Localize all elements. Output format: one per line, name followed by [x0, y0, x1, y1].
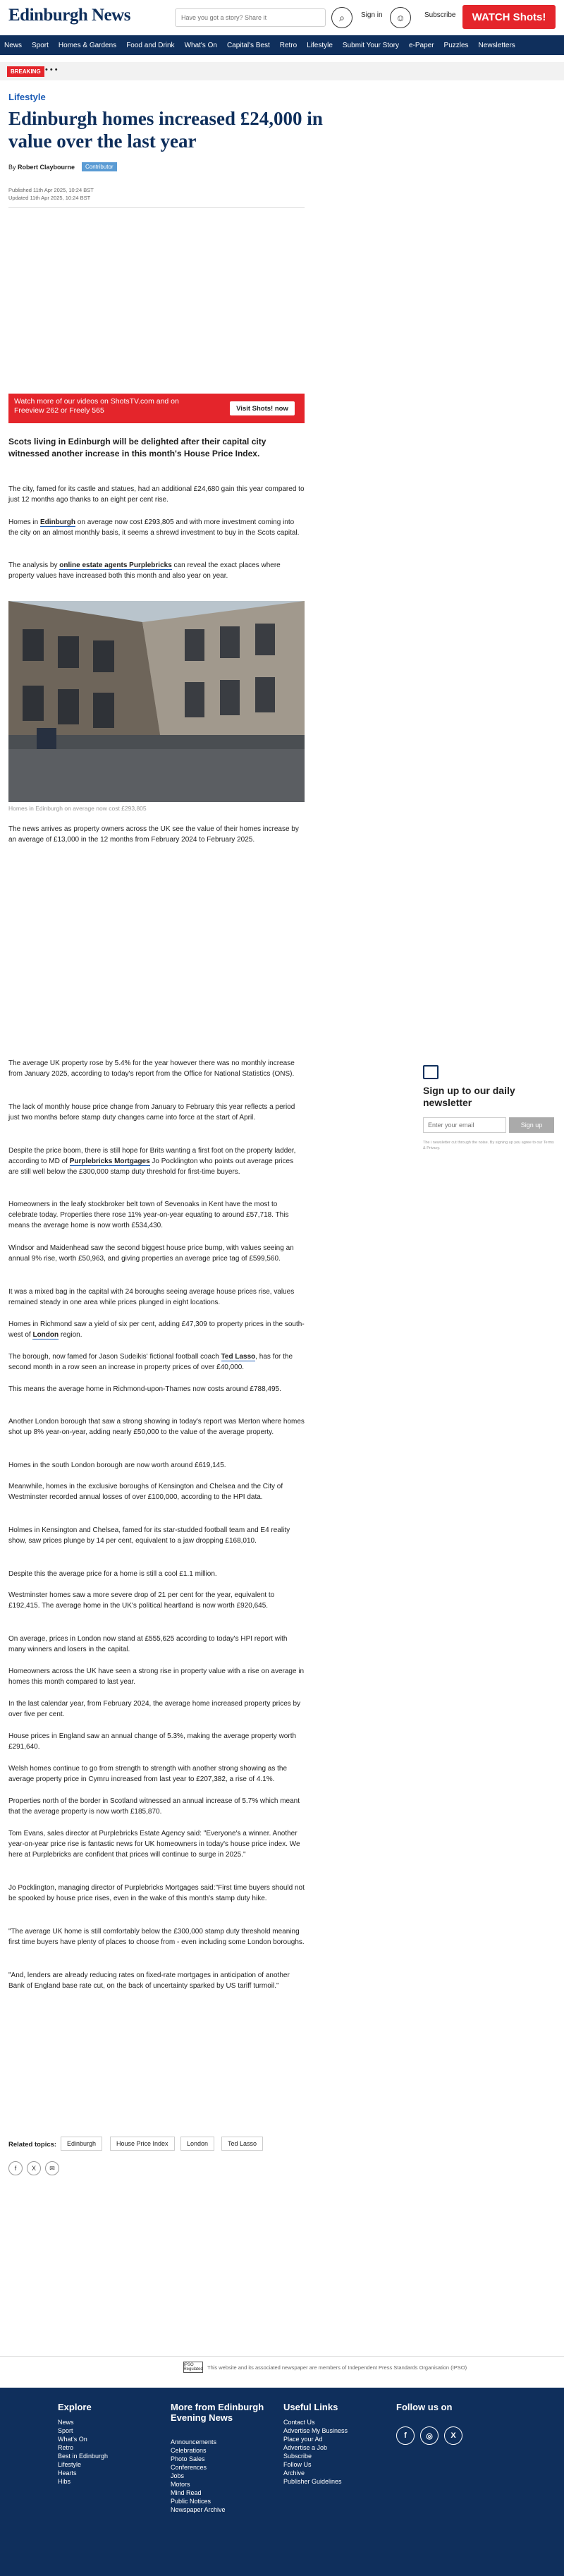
signin-link[interactable]: Sign in [361, 11, 383, 19]
user-icon: ☺ [396, 12, 405, 23]
footer-link[interactable]: Photo Sales [171, 2455, 205, 2462]
byline: By Robert Claybourne [8, 164, 75, 171]
nav-item-homes-gardens[interactable]: Homes & Gardens [58, 41, 117, 49]
newsletter-email-input[interactable] [423, 1117, 506, 1133]
share-email-button[interactable] [45, 2161, 59, 2175]
email-icon: ✉ [49, 2164, 55, 2172]
footer-useful-links [283, 2418, 348, 2486]
footer-link[interactable]: Jobs [171, 2472, 185, 2479]
footer-follow-title: Follow us on [396, 2402, 453, 2412]
nav-item-submit-story[interactable]: Submit Your Story [342, 41, 399, 49]
nav-item-puzzles[interactable]: Puzzles [443, 41, 469, 49]
ipso-divider [0, 2356, 564, 2357]
paragraph: Homeowners across the UK have seen a strong rise in property value with a rise on average in homes this month compared to last year. [8, 1667, 305, 1686]
footer-link[interactable]: Public Notices [171, 2498, 212, 2505]
footer-explore-links [58, 2418, 108, 2486]
article-photo[interactable] [8, 601, 305, 802]
author-badge: Contributor [82, 162, 117, 171]
paragraph: "And, lenders are already reducing rates on fixed-rate mortgages in anticipation of another Bank of England base rate cut, on the back of uncertainty sparked by US tariff turmoil." [8, 1972, 290, 1990]
newsletter-title: Sign up to our daily newsletter [423, 1085, 515, 1108]
facebook-icon: f [14, 2165, 17, 2172]
share-x-button[interactable] [27, 2161, 41, 2175]
paragraph: It was a mixed bag in the capital with 24 boroughs seeing average house prices rise, values remained steady in one area while prices plunged in eight locations. [8, 1288, 295, 1306]
link-london[interactable]: London [32, 1331, 59, 1339]
nav-item-news[interactable]: News [4, 41, 23, 49]
paragraph: Tom Evans, sales director at Purplebricks Estate Agency said: "Everyone's a winner. Another year-on-year price rise is fantastic news for UK homeowners in today's house price index. We here at Purplebricks are confident that prices will continue to surge in 2025." [8, 1830, 300, 1859]
banner-text: Watch more of our videos on ShotsTV.com and on Freeview 262 or Freely 565 [14, 397, 179, 415]
breaking-bar [0, 62, 564, 80]
paragraph: House prices in England saw an annual change of 5.3%, making the average property worth £291,640. [8, 1732, 297, 1751]
paragraph: Despite the price boom, there is still hope for Brits wanting a first foot on the property ladder, according to MD of Purplebricks Mortgages Jo Pocklington who points out average prices are still well below the £300,000 stamp duty threshold for first-time buyers. [8, 1147, 296, 1176]
footer-useful-title: Useful Links [283, 2402, 338, 2412]
paragraph: The city, famed for its castle and statues, had an additional £24,680 gain this year compared to just 12 months ago thanks to an eight per cent rise. [8, 485, 305, 504]
nav-item-epaper[interactable]: e-Paper [408, 41, 434, 49]
related-topics-label: Related topics: [8, 2141, 57, 2149]
paragraph: Meanwhile, homes in the exclusive boroughs of Kensington and Chelsea and the City of Westminster recorded annual losses of over £100,000, according to the HPI data. [8, 1483, 283, 1501]
footer-link[interactable]: Announcements [171, 2438, 217, 2446]
footer-link[interactable]: News [58, 2419, 74, 2426]
topic-london[interactable]: London [180, 2137, 214, 2151]
x-icon: X [31, 2165, 36, 2172]
footer-link[interactable]: Publisher Guidelines [283, 2478, 342, 2485]
nav-item-whats-on[interactable]: What's On [184, 41, 217, 49]
search-button[interactable] [331, 7, 352, 28]
footer-link[interactable]: Mind Read [171, 2489, 202, 2496]
paragraph: Despite this the average price for a home is still a cool £1.1 million. [8, 1570, 217, 1578]
paragraph: The analysis by online estate agents Purplebricks can reveal the exact places where property values have increased both this month and also year on year. [8, 561, 281, 580]
paragraph: Another London borough that saw a strong showing in today's report was Merton where homes shot up 8% year-on-year, adding nearly £50,000 to the value of the average property. [8, 1418, 305, 1436]
paragraph: Homes in Edinburgh on average now cost £293,805 and with more investment coming into the city on an almost monthly basis, it seems a shrewd investment to buy in the Scots capital. [8, 518, 300, 537]
author-name[interactable]: Robert Claybourne [18, 164, 75, 171]
link-ted-lasso[interactable]: Ted Lasso [221, 1353, 256, 1361]
footer-link[interactable]: Place your Ad [283, 2436, 323, 2443]
main-nav [0, 35, 564, 55]
paragraph: Homeowners in the leafy stockbroker belt town of Sevenoaks in Kent have the most to celebrate today. Properties there rose 11% year-on-year equating to around £57,718. This means the average home is now worth £534,430. [8, 1201, 289, 1229]
footer-instagram-button[interactable] [420, 2426, 439, 2445]
link-purplebricks-mortgages[interactable]: Purplebricks Mortgages [69, 1158, 150, 1165]
nav-item-food-drink[interactable]: Food and Drink [126, 41, 175, 49]
article-dates [8, 186, 94, 202]
paragraph: This means the average home in Richmond-upon-Thames now costs around £788,495. [8, 1385, 281, 1393]
footer-link[interactable]: What's On [58, 2436, 87, 2443]
paragraph: Jo Pocklington, managing director of Purplebricks Mortgages said:"First time buyers should not be spooked by house price rises, even in the wake of this month's stamp duty hike. [8, 1884, 305, 1902]
paragraph: The news arrives as property owners across the UK see the value of their homes increase by an average of £13,000 in the 12 months from February 2024 to February 2025. [8, 825, 299, 844]
x-icon: X [450, 2431, 456, 2440]
footer-link[interactable]: Subscribe [283, 2453, 312, 2460]
search-input[interactable] [175, 8, 326, 27]
footer-link[interactable]: Advertise a Job [283, 2444, 328, 2451]
article-standfirst: Scots living in Edinburgh will be delighted after their capital city witnessed another increase in this month's House Price Index. [8, 437, 266, 458]
published-date: Published 11th Apr 2025, 10:24 BST [8, 187, 94, 193]
paragraph: Windsor and Maidenhead saw the second biggest house price bump, with values seeing an annual 9% rise, worth £50,963, and giving properties an average price tag of £599,560. [8, 1244, 294, 1263]
footer-link[interactable]: Sport [58, 2427, 73, 2434]
section-label[interactable]: Lifestyle [8, 92, 46, 102]
newsletter-icon [423, 1065, 439, 1079]
breaking-label: BREAKING [7, 66, 44, 77]
nav-item-newsletters[interactable]: Newsletters [478, 41, 515, 49]
footer-link[interactable]: Archive [283, 2469, 305, 2477]
divider [8, 207, 305, 208]
footer-more-links [171, 2438, 226, 2514]
footer-link[interactable]: Celebrations [171, 2447, 207, 2454]
footer-more-title: More from Edinburgh Evening News [171, 2402, 264, 2423]
ipso-logo[interactable]: IPSO Regulated [183, 2363, 203, 2371]
paragraph: The borough, now famed for Jason Sudeikis' fictional football coach Ted Lasso, has for the second month in a row seen an increase in property prices of over £40,000. [8, 1353, 293, 1371]
visit-shots-button[interactable]: Visit Shots! now [230, 401, 295, 415]
nav-item-retro[interactable]: Retro [279, 41, 298, 49]
footer-link[interactable]: Advertise My Business [283, 2427, 348, 2434]
search-icon: ⌕ [339, 11, 345, 23]
topic-edinburgh[interactable]: Edinburgh [61, 2137, 102, 2151]
footer-link[interactable]: Hearts [58, 2469, 77, 2477]
paragraph: Homes in Richmond saw a yield of six per cent, adding £47,309 to property prices in the south-west of London region. [8, 1320, 305, 1339]
nav-item-sport[interactable]: Sport [32, 41, 49, 49]
paragraph: The lack of monthly house price change from January to February this year reflects a period just two months before stamp duty changes came into force at the start of April. [8, 1103, 295, 1122]
footer-link[interactable]: Conferences [171, 2464, 207, 2471]
footer-explore-title: Explore [58, 2402, 92, 2412]
photo-caption: Homes in Edinburgh on average now cost £293,805 [8, 805, 147, 812]
nav-item-lifestyle[interactable]: Lifestyle [307, 41, 333, 49]
footer-link[interactable]: Motors [171, 2481, 190, 2488]
site-logo[interactable]: Edinburgh News [8, 6, 130, 25]
footer-link[interactable]: Retro [58, 2444, 74, 2451]
ipso-text: This website and its associated newspaper are members of Independent Press Standards Organisation (IPSO) [207, 2364, 467, 2371]
updated-date: Updated 11th Apr 2025, 10:24 BST [8, 195, 91, 201]
link-purplebricks[interactable]: online estate agents Purplebricks [59, 561, 172, 569]
topic-house-price-index[interactable]: House Price Index [110, 2137, 175, 2151]
account-button[interactable] [390, 7, 411, 28]
watch-shots-button[interactable]: WATCH Shots! [462, 5, 556, 29]
paragraph: Holmes in Kensington and Chelsea, famed for its star-studded football team and E4 reality show, saw prices plunge by 14 per cent, equivalent to a jaw dropping £168,010. [8, 1526, 290, 1545]
link-edinburgh[interactable]: Edinburgh [40, 518, 76, 526]
subscribe-link[interactable]: Subscribe [424, 11, 456, 19]
tenement-photo-illustration [8, 601, 305, 802]
footer-link[interactable]: Contact Us [283, 2419, 315, 2426]
footer-x-button[interactable] [444, 2426, 462, 2445]
footer-facebook-button[interactable] [396, 2426, 415, 2445]
paragraph: Welsh homes continue to go from strength to strength with another strong showing as the average property price in Cymru increased from last year to £207,382, a rise of 4.1%. [8, 1765, 288, 1783]
paragraph: "The average UK home is still comfortably below the £300,000 stamp duty threshold meaning first time buyers have plenty of places to choose from - even including some London boroughs. [8, 1928, 305, 1946]
article-headline: Edinburgh homes increased £24,000 in value over the last year [8, 108, 323, 152]
footer-link[interactable]: Best in Edinburgh [58, 2453, 109, 2460]
newsletter-fine-print: The i newsletter cut through the noise. By signing up you agree to our Terms & Privacy. [423, 1141, 554, 1150]
newsletter-signup-button[interactable]: Sign up [509, 1117, 554, 1133]
footer-link[interactable]: Lifestyle [58, 2461, 82, 2468]
facebook-icon: f [404, 2431, 407, 2440]
paragraph: In the last calendar year, from February 2024, the average home increased property prices by over five per cent. [8, 1700, 301, 1718]
paragraph: The average UK property rose by 5.4% for the year however there was no monthly increase from January 2025, according to today's report from the Office for National Statistics (ONS). [8, 1059, 295, 1078]
topic-ted-lasso[interactable]: Ted Lasso [221, 2137, 263, 2151]
paragraph: Properties north of the border in Scotland witnessed an annual increase of 5.7% which meant that the average property is now worth £185,870. [8, 1797, 300, 1816]
paragraph: On average, prices in London now stand at £555,625 according to today's HPI report with many winners and losers in the capital. [8, 1635, 288, 1653]
nav-item-capitals-best[interactable]: Capital's Best [226, 41, 270, 49]
paragraph: Westminster homes saw a more severe drop of 21 per cent for the year, equivalent to £192,415. The average home in the UK's political heartland is now worth £920,645. [8, 1591, 275, 1610]
footer-link[interactable]: Newspaper Archive [171, 2506, 226, 2513]
instagram-icon: ◎ [426, 2431, 433, 2441]
paragraph: Homes in the south London borough are now worth around £619,145. [8, 1462, 226, 1469]
breaking-ticker[interactable]: ••• [45, 66, 60, 74]
footer-link[interactable]: Follow Us [283, 2461, 312, 2468]
share-facebook-button[interactable] [8, 2161, 23, 2175]
footer-link[interactable]: Hibs [58, 2478, 71, 2485]
